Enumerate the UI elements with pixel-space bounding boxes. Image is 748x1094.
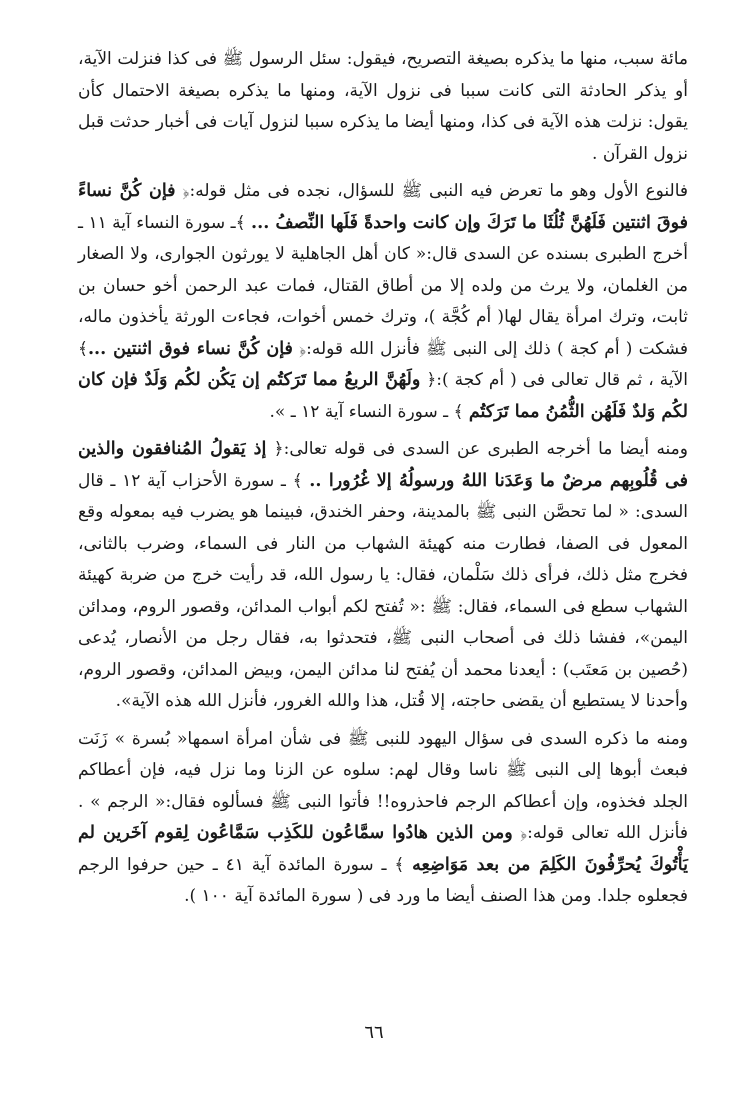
paragraph-1 — [78, 44, 688, 170]
paragraph-4 — [78, 724, 688, 913]
document-page — [78, 44, 688, 1044]
quran-verse: فإن كُنَّ نساء فوق اثنتين ... — [87, 338, 293, 359]
body-text: ﴾ـ سورة النساء آية ١١ ـ أخرج الطبرى بسنده عن السدى قال:« كان أهل الجاهلية لا يورثون الجوارى، ولا الصغار من الغلمان، ولا يرث من ولده إلا من أطاق القتال، فمات عبد الرحمن أخو حسان بن ثابت، وترك امرأة يقال لها( أم كُجَّة )، وترك خمس أخوات، فجاءت الورثة يأخذون ماله، فشكت ( أم كجة ) ذلك إلى النبى ﷺ فأنزل الله قوله:﴿ — [78, 212, 688, 359]
quran-verse: فإن كُنَّ نساءً فوقَ اثنتين فَلَهُنَّ ثُلُثَا ما تَرَكَ وإن كانت واحدةً فَلَها النِّصفُ ... — [78, 181, 688, 233]
paragraph-2 — [78, 176, 688, 428]
quran-verse: ومن الذين هادُوا سمَّاعُون للكَذِب سَمَّاعُون لِقوم آخَرين لم يَأْتُوكَ يُحرِّفُونَ الكَلِمَ من بعد مَوَاضِعِه — [78, 823, 688, 875]
body-text: ومنه أيضا ما أخرجه الطبرى عن السدى فى قوله تعالى:﴿ — [266, 439, 689, 459]
body-text: ﴾ ـ سورة النساء آية ١٢ ـ ». — [269, 401, 469, 422]
body-text: مائة سبب، منها ما يذكره بصيغة التصريح، فيقول: سئل الرسول ﷺ فى كذا فنزلت الآية، أو يذكر الحادثة التى كانت سببا فى نزول الآية، ومنها ما يذكره بصيغة الاحتمال كأن يقول: نزلت هذه الآية فى كذا، ومنها أيضا ما يذكره سببا لنزول آيات فى أخبار حدثت قبل نزول القرآن . — [78, 49, 688, 164]
body-text: ﴾ ـ سورة المائدة آية ٤١ ـ حين حرفوا الرجم فجعلوه جلدا. ومن هذا الصنف أيضا ما ورد فى ( سورة المائدة آية ١٠٠ ). — [78, 854, 688, 906]
page-number: ٦٦ — [364, 1022, 384, 1043]
quran-verse: ولَهُنَّ الربعُ مما تَرَكتُم إن يَكُن لكُم وَلَدٌ فإن كان لكُم وَلدٌ فَلَهُن الثُّمُنُ مما تَرَكتُم — [78, 370, 688, 422]
paragraph-3 — [78, 434, 688, 718]
body-text: ﴾ الآية ، ثم قال تعالى فى ( أم كجة ):﴿ — [78, 338, 688, 390]
body-text: ومنه ما ذكره السدى فى سؤال اليهود للنبى ﷺ فى شأن امرأة اسمها« بُسرة » زَنَت فبعث أبوها إلى النبى ﷺ ناسا وقال لهم: سلوه عن الزنا وما نزل فيه، فإن أعطاكم الجلد فخذوه، وإن أعطاكم الرجم فاحذروه!! فأتوا النبى ﷺ فسألوه فقال:« الرجم » . فأنزل الله تعالى قوله:﴿ — [78, 728, 688, 843]
body-text: ﴾ ـ سورة الأحزاب آية ١٢ ـ قال السدى: « لما تحصَّن النبى ﷺ بالمدينة، وحفر الخندق، فبينما هو يضرب فيه بمعوله وقع المعول فى الصفا، فطارت منه كهيئة الشهاب من النار فى السماء، وضرب بالثانى، فخرج مثل ذلك، فرأى ذلك سَلْمان، فقال: يا رسول الله، قد رأيت خرج من ضربة كهيئة الشهاب سطع فى السماء، فقال: ﷺ :« تُفتح لكم أبواب المدائن، وقصور الروم، ومدائن اليمن»، ففشا ذلك فى أصحاب النبى ﷺ، فتحدثوا به، فقال رجل من الأنصار، يُدعى (حُصين بن مَعتَب) : أيعدنا محمد أن يُفتح لنا مدائن اليمن، وبيض المدائن، وقصور الروم، وأحدنا لا يستطيع أن يقضى حاجته، إلا قُتل، هذا والله الغرور، فأنزل الله هذه الآية». — [78, 470, 688, 711]
quran-verse: إذ يَقولُ المُنافقون والذين فى قُلُوبِهم مرضٌ ما وَعَدَنا اللهُ ورسولُهُ إلا غُرُورا .. — [78, 439, 688, 491]
body-text: فالنوع الأول وهو ما تعرض فيه النبى ﷺ للسؤال، نجده فى مثل قوله:﴿ — [175, 181, 689, 201]
